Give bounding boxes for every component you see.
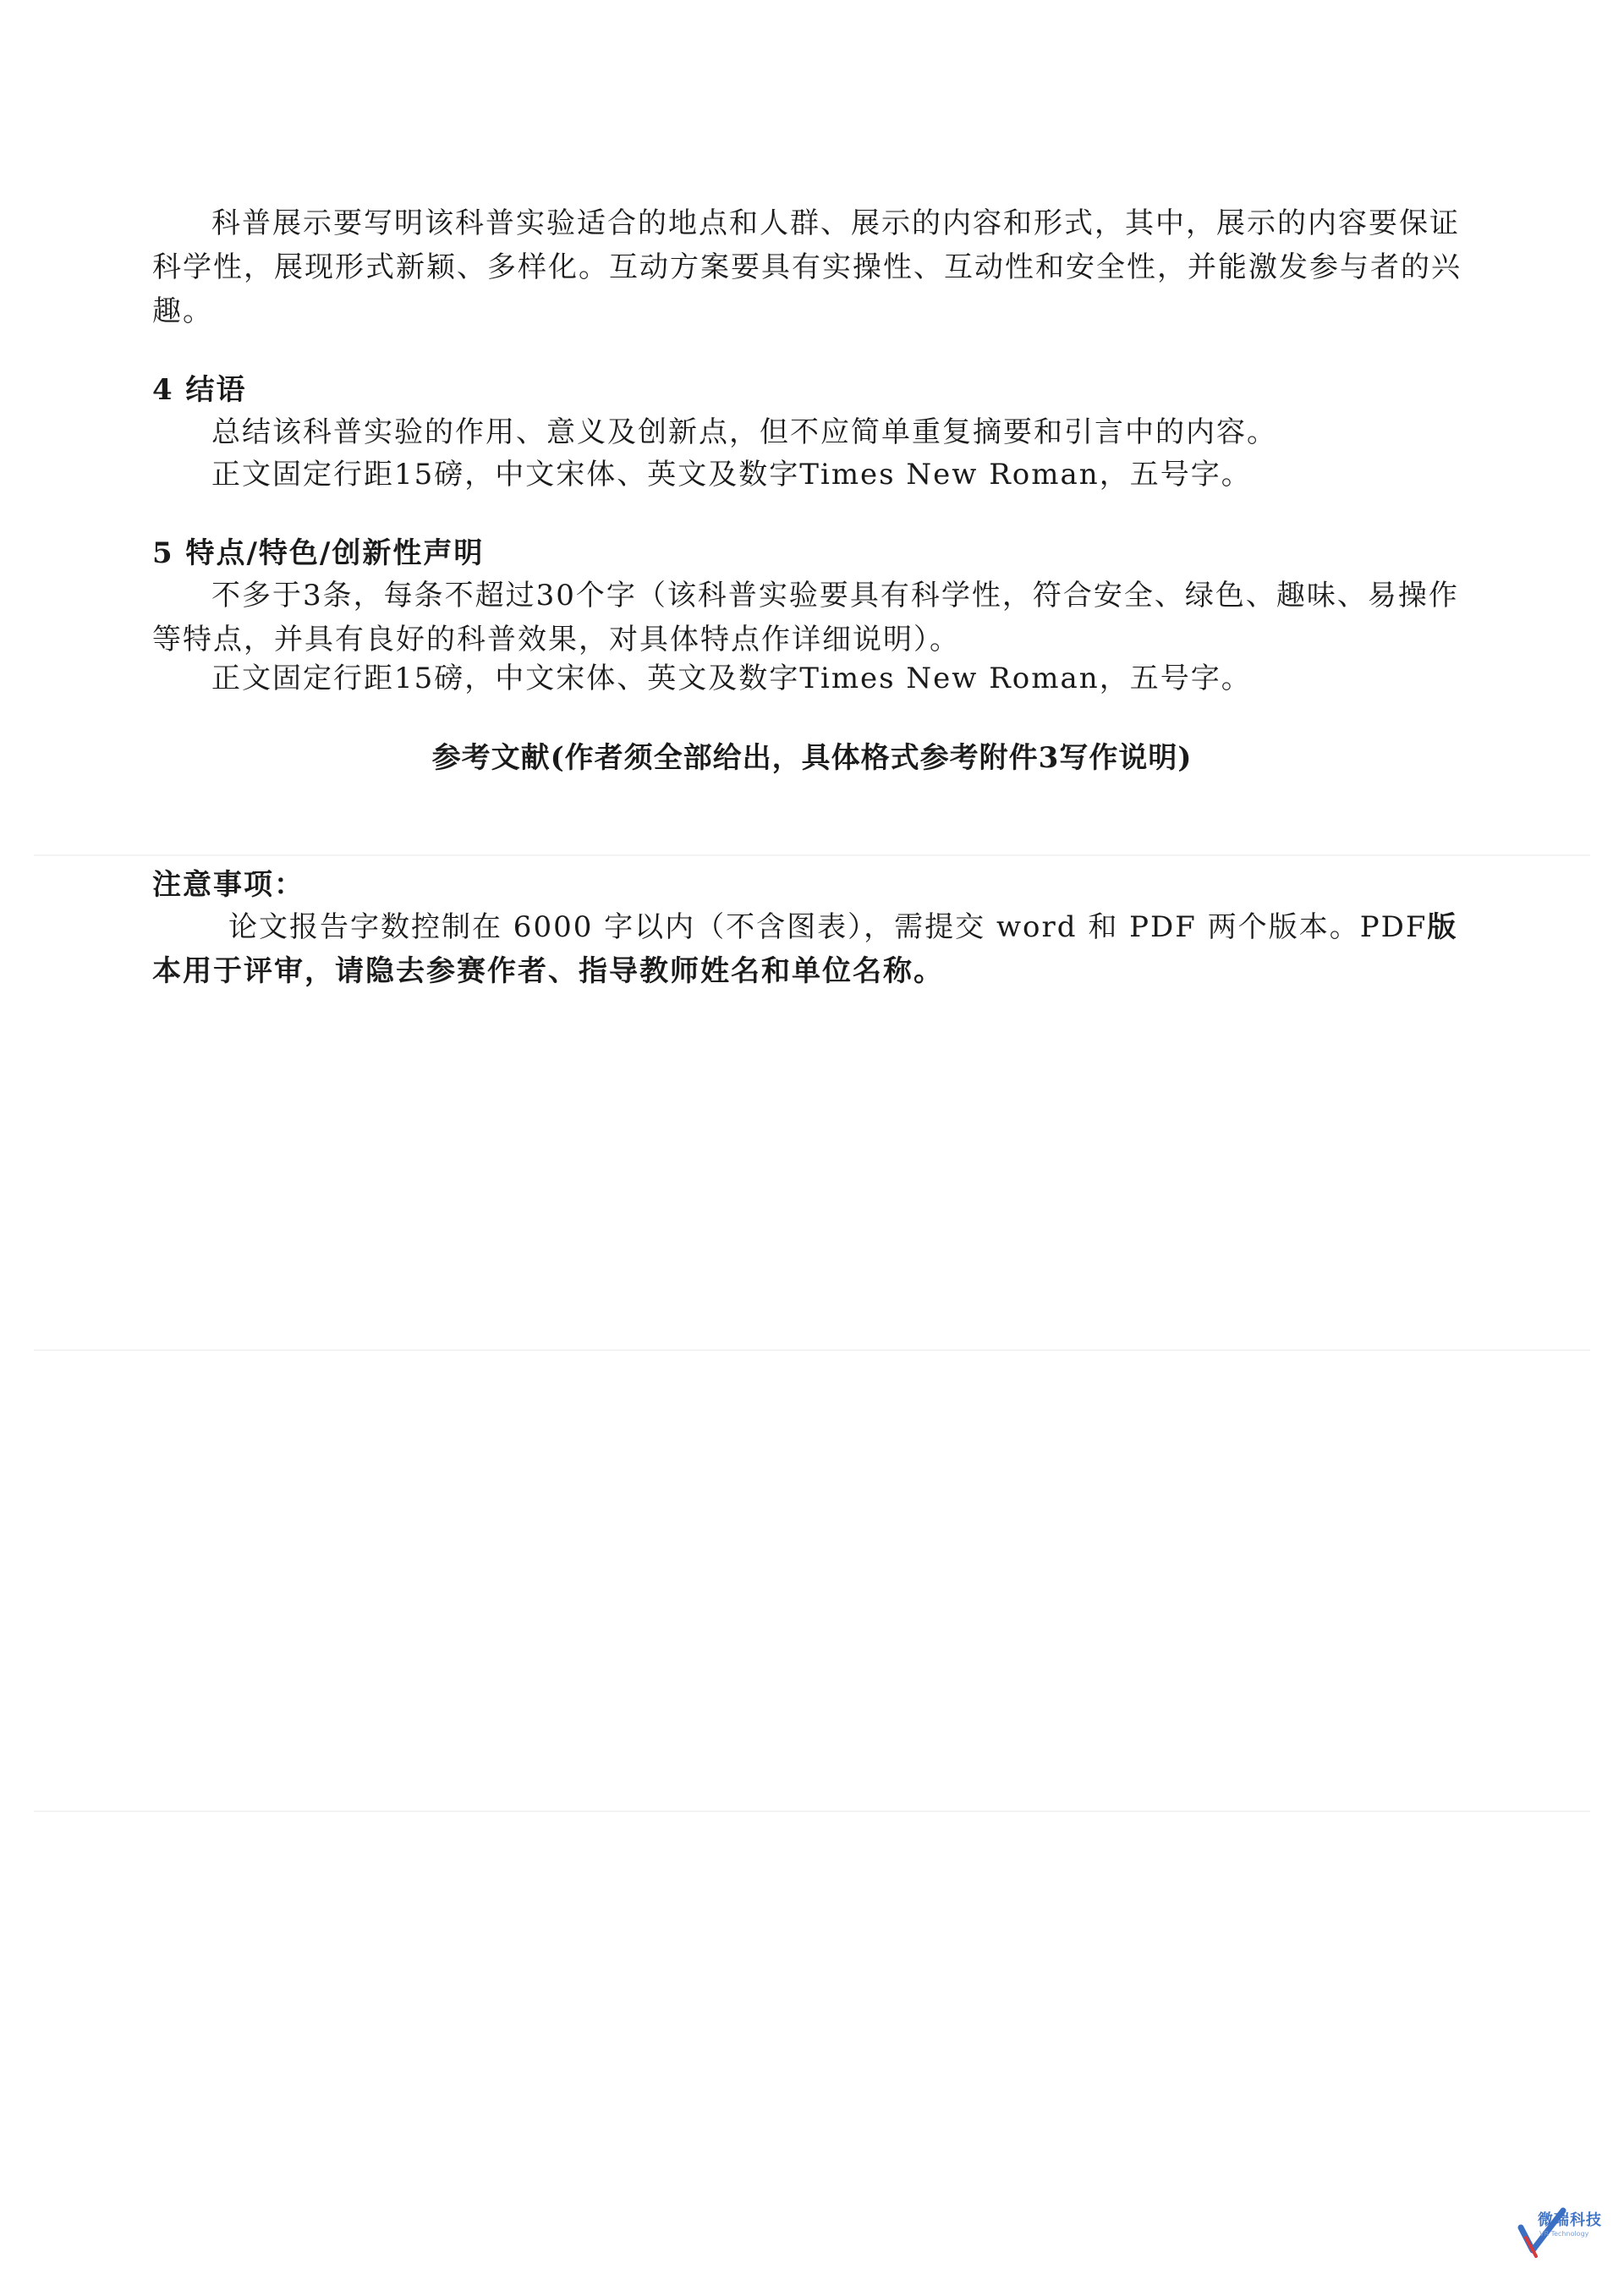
notes-text-bold: 版本用于评审，请隐去参赛作者、指导教师姓名和单位名称。 — [152, 910, 1458, 988]
watermark-name: 微瑞科技 — [1538, 2211, 1602, 2229]
section5-requirements-text: 不多于3条，每条不超过30个字（该科普实验要具有科学性，符合安全、绿色、趣味、易操作等特点，并具有良好的科普效果，对具体特点作详细说明）。 — [152, 579, 1459, 656]
references-title: 参考文献(作者须全部给出，具体格式参考附件3写作说明) — [431, 741, 1193, 775]
section4-format-text: 正文固定行距15磅，中文宋体、英文及数字Times New Roman，五号字。 — [211, 458, 1252, 492]
display-paragraph: 科普展示要写明该科普实验适合的地点和人群、展示的内容和形式，其中，展示的内容要保证科学性，展现形式新颖、多样化。互动方案要具有实操性、互动性和安全性，并能激发参与者的兴趣。 — [152, 206, 1462, 328]
scan-artifact-line — [34, 854, 1590, 856]
section4-summary-text: 总结该科普实验的作用、意义及创新点，但不应简单重复摘要和引言中的内容。 — [211, 415, 1277, 449]
watermark-subtitle: VR Technology — [1539, 2230, 1589, 2238]
section5-format-text: 正文固定行距15磅，中文宋体、英文及数字Times New Roman，五号字。 — [211, 662, 1252, 695]
section4-heading: 4 结语 — [152, 373, 247, 407]
notes-heading: 注意事项： — [152, 868, 304, 902]
section5-heading: 5 特点/特色/创新性声明 — [152, 536, 485, 570]
notes-text — [152, 905, 1472, 993]
scan-artifact-line — [34, 1810, 1590, 1812]
scan-artifact-line — [34, 1349, 1590, 1351]
notes-text-normal: 论文报告字数控制在 6000 字以内（不含图表），需提交 word 和 PDF 两个版本。PDF — [228, 910, 1428, 944]
